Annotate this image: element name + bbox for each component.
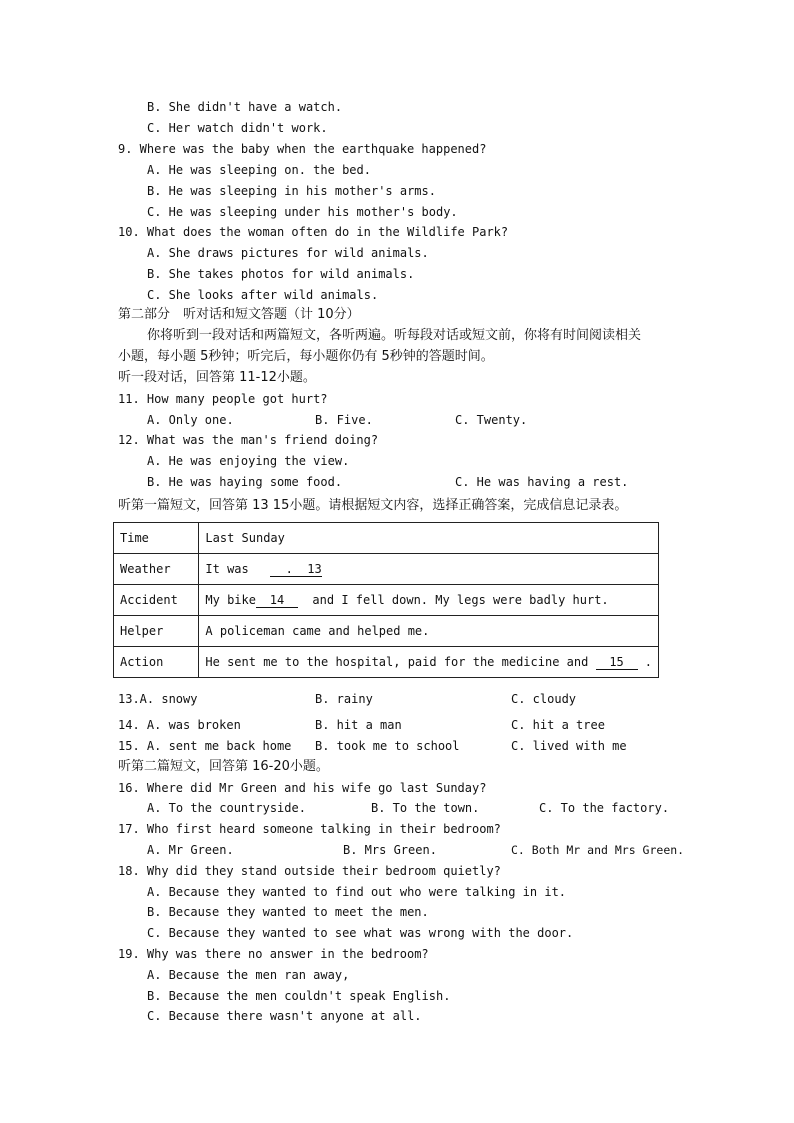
q17-stem: 17. Who first heard someone talking in their bedroom? <box>118 822 501 836</box>
table-row <box>114 647 659 678</box>
q14-option-a: 14. A. was broken <box>118 718 241 732</box>
q8-option-b: B. She didn't have a watch. <box>147 100 343 114</box>
q18-option-a: A. Because they wanted to find out who were talking in it. <box>147 885 567 899</box>
q15-option-a: 15. A. sent me back home <box>118 739 292 753</box>
q16-option-a: A. To the countryside. <box>147 801 306 815</box>
table-key-helper: Helper <box>114 616 199 647</box>
table-value-accident <box>199 585 659 616</box>
q15-option-b: B. took me to school <box>315 739 460 753</box>
accident-prefix: My bike <box>205 592 256 607</box>
table-value-weather <box>199 554 659 585</box>
table-row <box>114 523 659 554</box>
table-key-action: Action <box>114 647 199 678</box>
q16-stem: 16. Where did Mr Green and his wife go last Sunday? <box>118 781 487 795</box>
table-value-action <box>199 647 659 678</box>
q17-option-a: A. Mr Green. <box>147 843 234 857</box>
table-row <box>114 554 659 585</box>
passage1-intro: 听第一篇短文，回答第 13 15小题。请根据短文内容，选择正确答案，完成信息记录表。 <box>118 498 628 513</box>
part2-heading: 第二部分 听对话和短文答题（计 10分） <box>118 307 360 322</box>
q12-option-a: A. He was enjoying the view. <box>147 454 350 468</box>
q9-option-c: C. He was sleeping under his mother's body. <box>147 205 458 219</box>
q16-option-b: B. To the town. <box>371 801 480 815</box>
q9-stem: 9. Where was the baby when the earthquake happened? <box>118 142 487 156</box>
q16-option-c: C. To the factory. <box>539 801 670 815</box>
info-record-table <box>113 522 659 678</box>
dialog-intro: 听一段对话，回答第 11-12小题。 <box>118 370 316 385</box>
q18-stem: 18. Why did they stand outside their bedroom quietly? <box>118 864 501 878</box>
q12-stem: 12. What was the man's friend doing? <box>118 433 379 447</box>
action-prefix: He sent me to the hospital, paid for the medicine and <box>205 654 596 669</box>
q11-option-c: C. Twenty. <box>455 413 528 427</box>
q15-option-c: C. lived with me <box>511 739 627 753</box>
q14-option-c: C. hit a tree <box>511 718 605 732</box>
blank-13: . 13 <box>271 561 322 576</box>
weather-prefix: It was <box>205 561 249 576</box>
q10-option-b: B. She takes photos for wild animals. <box>147 267 415 281</box>
q17-option-c: C. Both Mr and Mrs Green. <box>511 843 685 857</box>
table-key-weather: Weather <box>114 554 199 585</box>
table-value-helper: A policeman came and helped me. <box>199 616 659 647</box>
q14-option-b: B. hit a man <box>315 718 402 732</box>
q12-option-c: C. He was having a rest. <box>455 475 629 489</box>
q11-option-b: B. Five. <box>315 413 373 427</box>
table-key-time: Time <box>114 523 199 554</box>
q11-option-a: A. Only one. <box>147 413 234 427</box>
part2-instructions-line1: 你将听到一段对话和两篇短文，各听两遍。听每段对话或短文前，你将有时间阅读相关 <box>147 328 642 343</box>
q19-stem: 19. Why was there no answer in the bedroom? <box>118 947 429 961</box>
table-value-time: Last Sunday <box>199 523 659 554</box>
blank-14: 14 <box>256 593 298 608</box>
q19-option-b: B. Because the men couldn't speak English. <box>147 989 451 1003</box>
q10-stem: 10. What does the woman often do in the Wildlife Park? <box>118 225 509 239</box>
part2-instructions-line2: 小题，每小题 5秒钟；听完后，每小题你仍有 5秒钟的答题时间。 <box>118 349 494 364</box>
q10-option-a: A. She draws pictures for wild animals. <box>147 246 429 260</box>
q11-stem: 11. How many people got hurt? <box>118 392 328 406</box>
action-suffix: . <box>637 654 652 669</box>
q18-option-c: C. Because they wanted to see what was wrong with the door. <box>147 926 574 940</box>
q9-option-a: A. He was sleeping on. the bed. <box>147 163 371 177</box>
table-row <box>114 585 659 616</box>
table-row <box>114 616 659 647</box>
q19-option-a: A. Because the men ran away, <box>147 968 350 982</box>
q10-option-c: C. She looks after wild animals. <box>147 288 379 302</box>
q13-option-c: C. cloudy <box>511 692 577 706</box>
q19-option-c: C. Because there wasn't anyone at all. <box>147 1009 422 1023</box>
table-key-accident: Accident <box>114 585 199 616</box>
q18-option-b: B. Because they wanted to meet the men. <box>147 905 429 919</box>
blank-15: 15 <box>596 655 638 670</box>
q13-option-a: 13.A. snowy <box>118 692 198 706</box>
q8-option-c: C. Her watch didn't work. <box>147 121 328 135</box>
q12-option-b: B. He was haying some food. <box>147 475 343 489</box>
q9-option-b: B. He was sleeping in his mother's arms. <box>147 184 436 198</box>
q13-option-b: B. rainy <box>315 692 373 706</box>
passage2-intro: 听第二篇短文，回答第 16-20小题。 <box>118 759 329 774</box>
q17-option-b: B. Mrs Green. <box>343 843 437 857</box>
accident-suffix: and I fell down. My legs were badly hurt. <box>297 592 609 607</box>
